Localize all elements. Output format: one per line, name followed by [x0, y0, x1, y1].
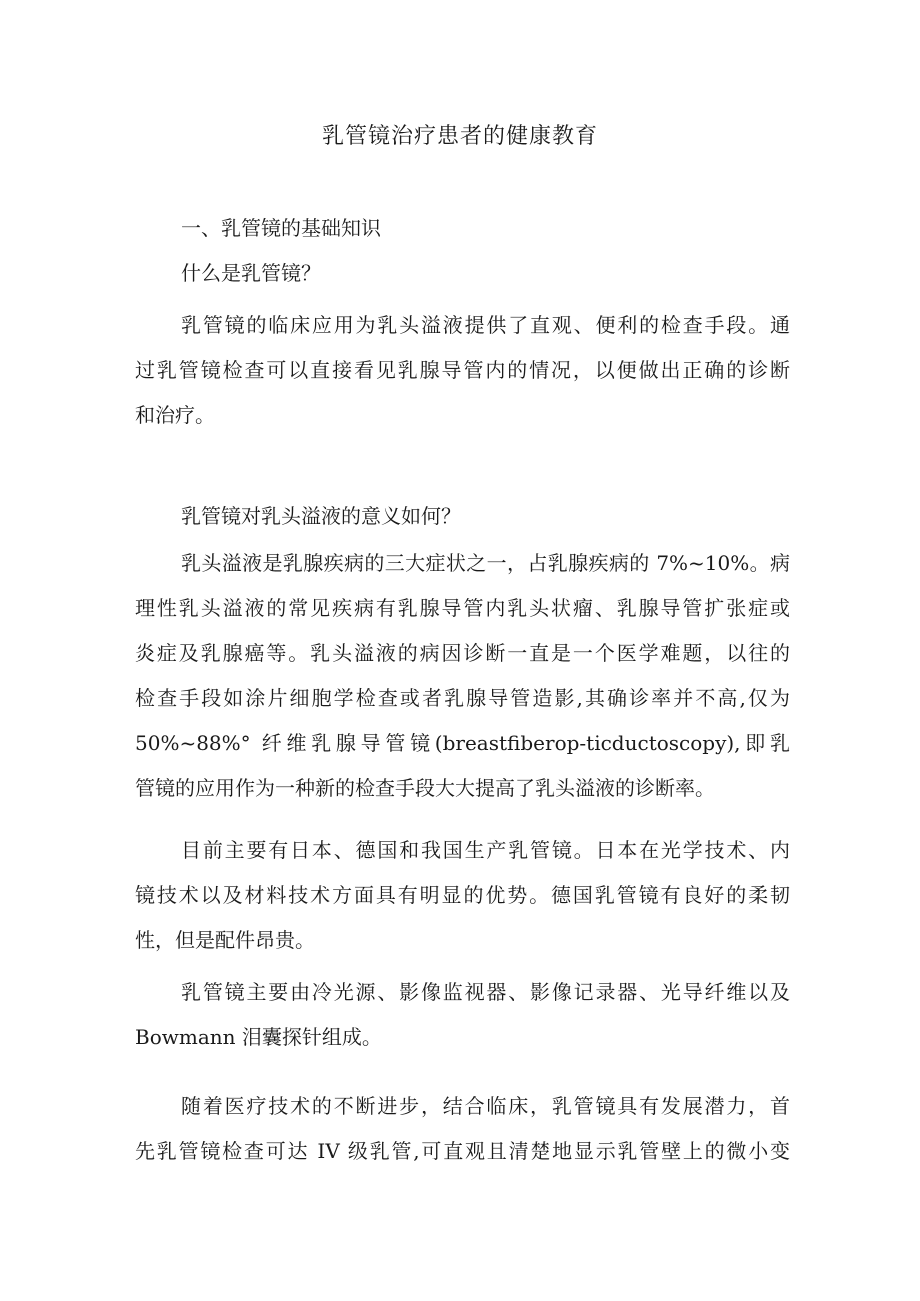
paragraph-line: 镜技术以及材料技术方面具有明显的优势。德国乳管镜有良好的柔韧 [135, 883, 790, 907]
paragraph-line: 先乳管镜检查可达 IV 级乳管,可直观且清楚地显示乳管壁上的微小变 [135, 1139, 790, 1163]
paragraph-line: 炎症及乳腺癌等。乳头溢液的病因诊断一直是一个医学难题，以往的 [135, 641, 790, 665]
paragraph-line: 随着医疗技术的不断进步，结合临床，乳管镜具有发展潜力，首 [181, 1094, 790, 1118]
question-text: 乳管镜对乳头溢液的意义如何？ [181, 504, 461, 528]
paragraph-line: 检查手段如涂片细胞学检查或者乳腺导管造影,其确诊率并不高,仅为 [135, 686, 790, 710]
paragraph [135, 303, 790, 438]
document-title: 乳管镜治疗患者的健康教育 [321, 124, 598, 149]
paragraph-line: 理性乳头溢液的常见疾病有乳腺导管内乳头状瘤、乳腺导管扩张症或 [135, 596, 790, 620]
paragraph-line: 目前主要有日本、德国和我国生产乳管镜。日本在光学技术、内 [181, 838, 790, 862]
paragraph-line: 和治疗。 [135, 403, 215, 427]
question-text: 什么是乳管镜？ [181, 261, 321, 285]
paragraph-line: 乳管镜的临床应用为乳头溢液提供了直观、便利的检查手段。通 [181, 313, 790, 337]
paragraph [135, 828, 790, 963]
question-heading [135, 494, 790, 539]
paragraph-line: 乳头溢液是乳腺疾病的三大症状之一，占乳腺疾病的 7%~10%。病 [181, 551, 790, 575]
section-heading-text: 一、乳管镜的基础知识 [181, 216, 381, 240]
section-heading [135, 206, 790, 251]
paragraph-line: 过乳管镜检查可以直接看见乳腺导管内的情况，以便做出正确的诊断 [135, 358, 790, 382]
paragraph-line: 50%~88%° 纤维乳腺导管镜(breastfiberop-ticductoscopy),即乳 [135, 731, 790, 755]
paragraph [135, 541, 790, 811]
question-heading [135, 251, 790, 296]
paragraph-line: 乳管镜主要由冷光源、影像监视器、影像记录器、光导纤维以及 [181, 980, 790, 1004]
paragraph-line: 管镜的应用作为一种新的检查手段大大提高了乳头溢液的诊断率。 [135, 776, 715, 800]
paragraph-line: Bowmann 泪囊探针组成。 [135, 1025, 382, 1049]
paragraph-line: 性，但是配件昂贵。 [135, 928, 315, 952]
paragraph [135, 1084, 790, 1174]
paragraph [135, 970, 790, 1060]
